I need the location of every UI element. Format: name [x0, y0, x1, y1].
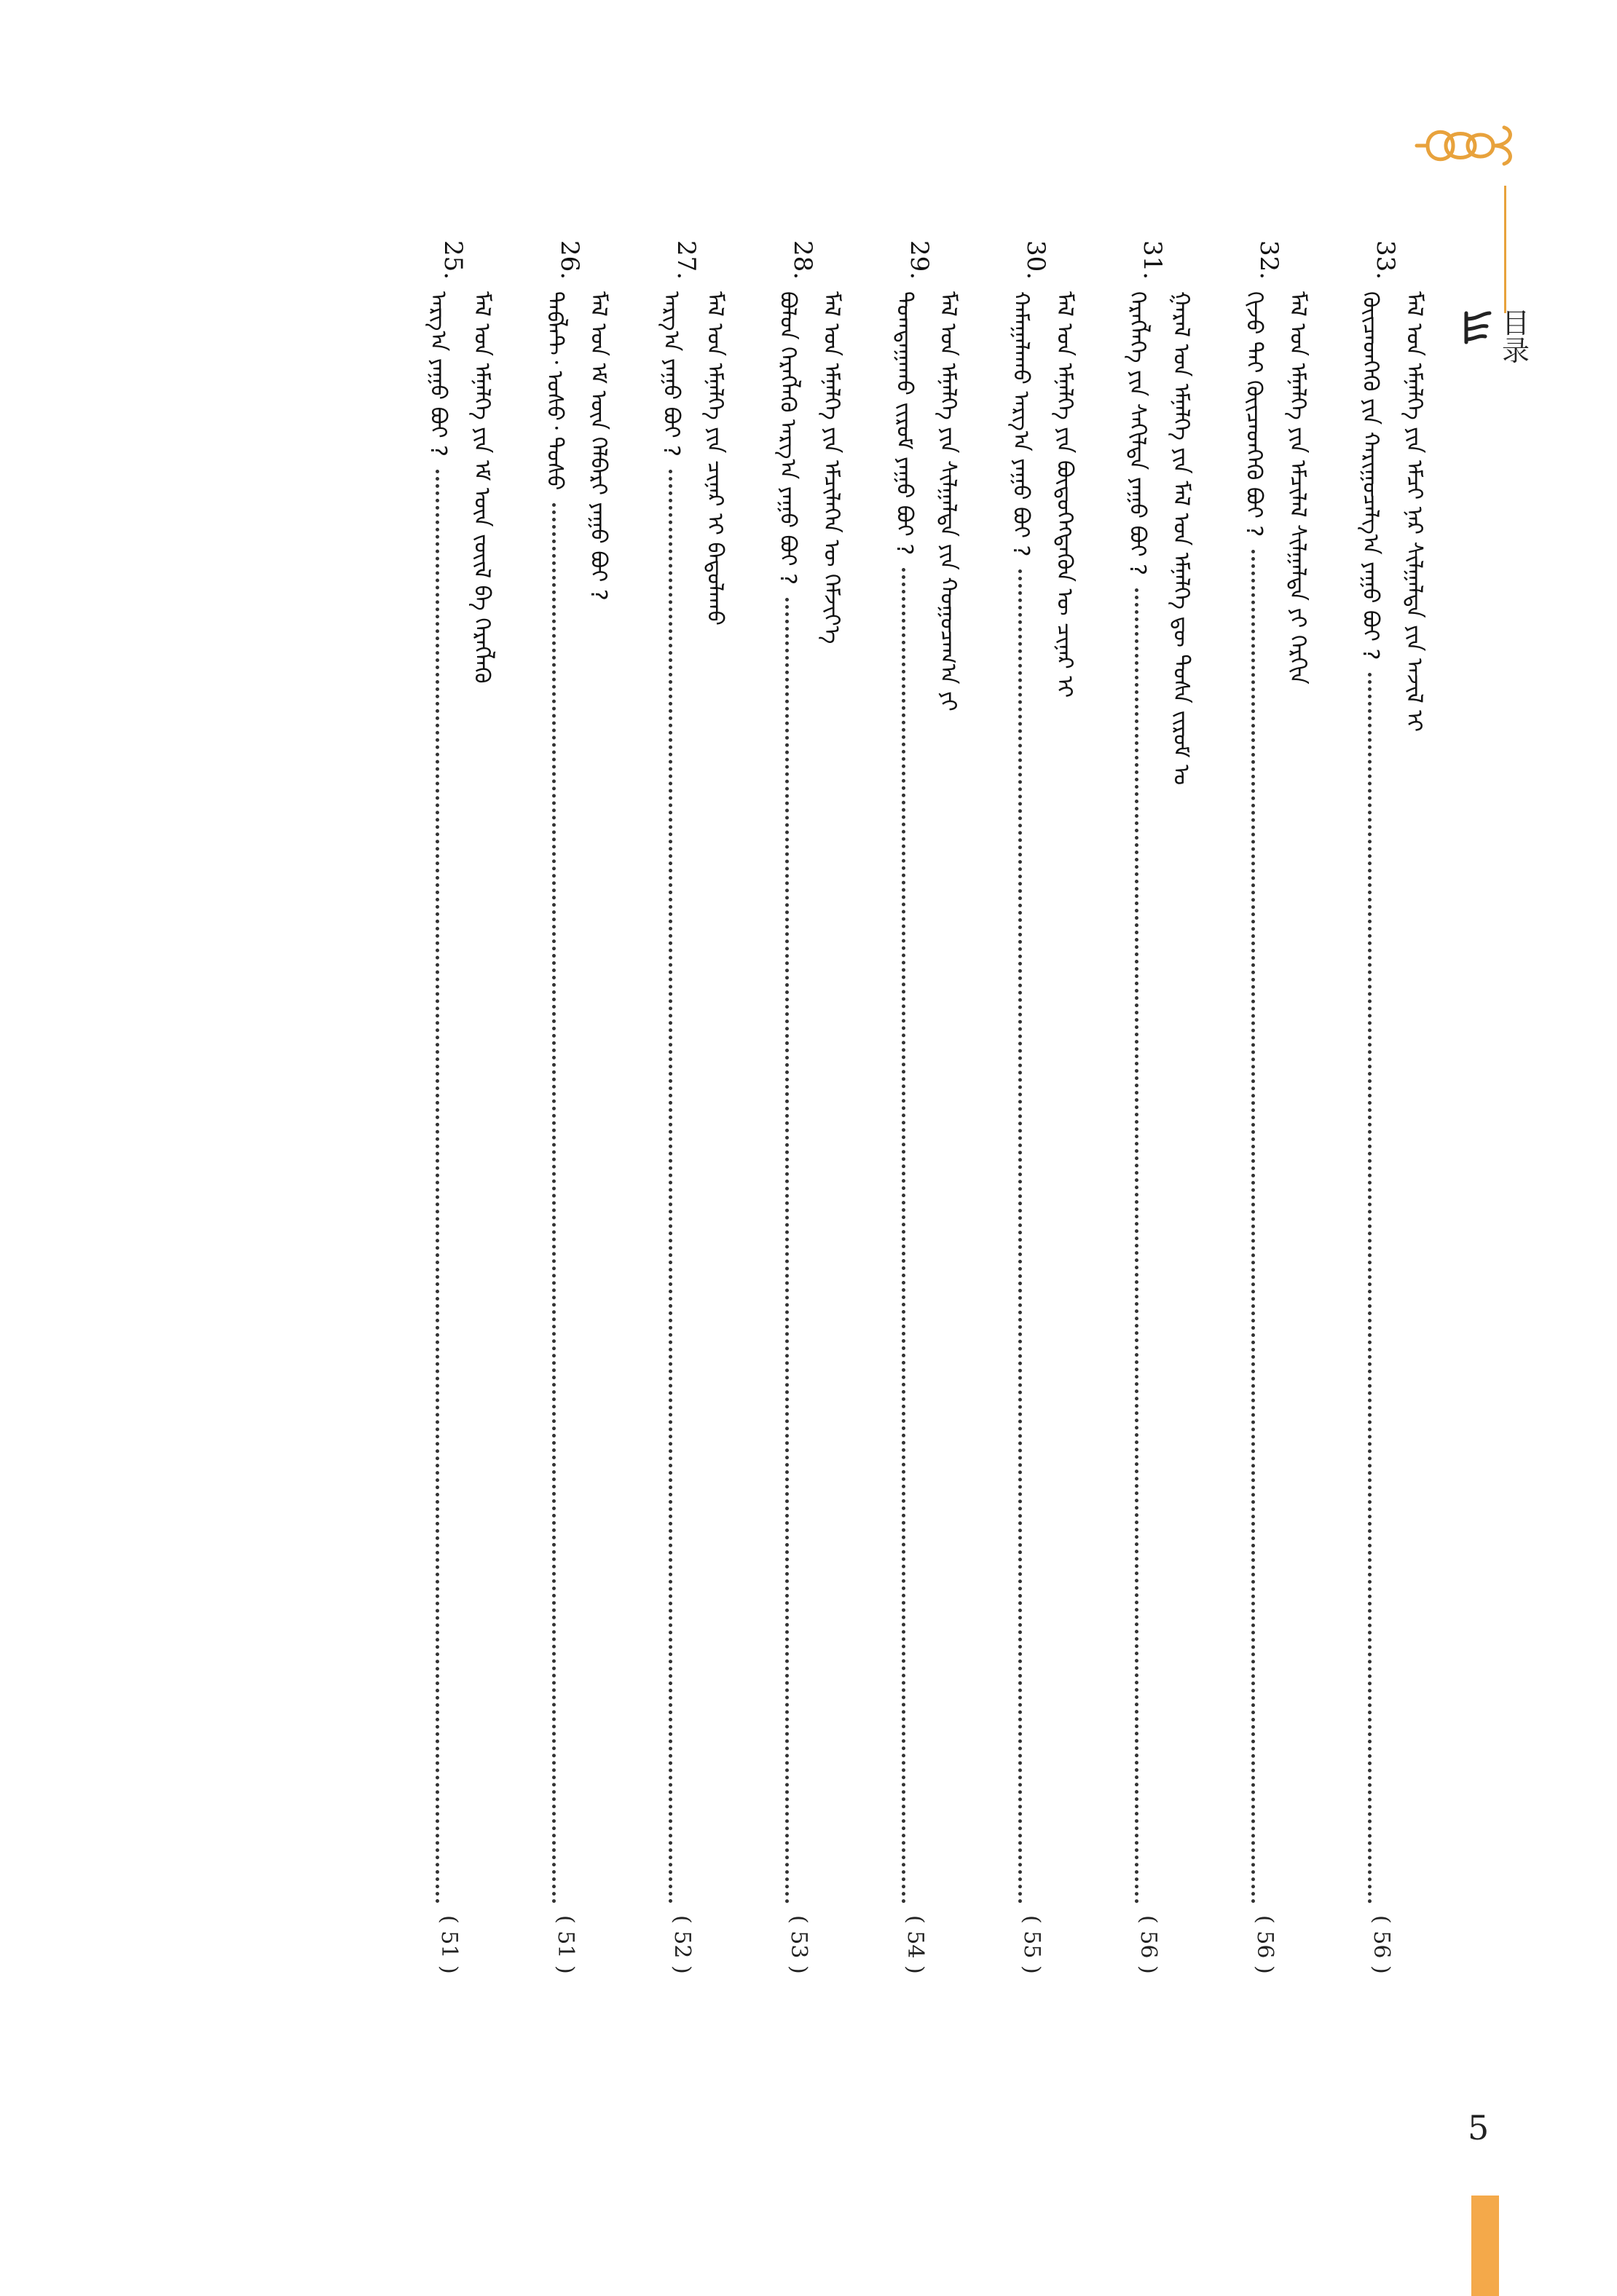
dot-leader [669, 470, 672, 1904]
entry-title-text: ᠮᠠᠯ ᠤᠨ ᠡᠮᠨᠡᠯᠭᠡ ᠶᠢᠨ ᠰᠢᠯᠭᠠᠯᠲᠠ ᠶᠢᠨ ᠬᠤᠭᠤᠴᠠᠭ᠎ᠠ ᠶᠢ [935, 291, 961, 711]
entry-page-number: ( 56 ) [1252, 1915, 1278, 1974]
entry-title-text: ᠮᠠᠯ ᠤᠨ ᠡᠮ ᠦᠨ ᠬᠡᠯᠪᠡᠷᠢ ᠶᠠᠭᠤ ᠪᠤᠢ ? [586, 291, 611, 601]
entry-title-line [1241, 291, 1266, 537]
entry-title-text: ᠮᠠᠯ ᠤᠨ ᠡᠮᠨᠡᠯᠭᠡ ᠶᠢᠨ ᠴᠢᠨᠠᠷ ᠢ ᠪᠠᠲᠤᠯᠠᠬᠤ [702, 291, 728, 626]
entry-title-text: ᠭᠠᠷᠠᠯ ᠤᠨ ᠡᠮᠨᠡᠯᠭᠡ ᠶᠢᠨ ᠮᠠᠯ ᠤᠨ ᠡᠮᠨᠡᠯᠭᠡ ᠳᠦ ᠲᠤᠰᠠ ᠵᠢᠷᠤᠮ ᠤ [1168, 291, 1194, 786]
toc-entry[interactable] [425, 240, 510, 2061]
header-rule [1504, 186, 1506, 313]
entry-title-text: ᠪᠣᠯᠤᠨ ᠬᠡᠷᠡᠭᠯᠡᠬᠦ ᠠᠷᠭ᠎ᠠ ᠶᠠᠭᠤ ᠪᠤᠢ ? [775, 291, 800, 585]
entry-title-line [1358, 291, 1382, 660]
entry-title-text: ᠭᠦᠢᠴᠡᠳᠬᠡᠬᠦ ᠶᠢᠨ ᠬᠠᠷᠢᠭᠤᠴᠠᠯᠭ᠎ᠠ ᠶᠠᠭᠤ ᠪᠤᠢ ? [1358, 291, 1383, 660]
entry-page-number: ( 54 ) [902, 1915, 928, 1974]
entry-title-line [1168, 291, 1193, 785]
entry-title-text: ᠮᠠᠯ ᠤᠨ ᠡᠮᠨᠡᠯᠭᠡ ᠶᠢᠨ ᠡᠮᠴᠢ ᠨᠠᠷ ᠰᠢᠯᠭᠠᠯᠲᠠ ᠶᠢᠨ ᠠᠵᠢᠯ ᠢ [1401, 291, 1427, 733]
entry-title-text: ᠬᠠᠮᠠᠭᠠᠯᠠᠬᠤ ᠠᠷᠭ᠎ᠠ ᠶᠠᠭᠤ ᠪᠤᠢ ? [1008, 291, 1034, 557]
dot-leader [1251, 550, 1255, 1904]
entry-title-text: ᠮᠠᠯ ᠤᠨ ᠡᠮᠨᠡᠯᠭᠡ ᠶᠢᠨ ᠡᠮ ᠦᠨ ᠵᠦᠢᠯ ᠪᠠ ᠬᠡᠷᠡᠭᠯᠡᠬᠦ [469, 291, 495, 684]
toc-entry[interactable] [892, 240, 976, 2061]
entry-page-number: ( 56 ) [1369, 1915, 1394, 1974]
entry-title-line [935, 291, 960, 711]
dot-leader [552, 503, 556, 1904]
entry-number: 27. [672, 240, 701, 280]
dot-leader [1368, 673, 1372, 1904]
dot-leader [436, 470, 439, 1904]
entry-number: 29. [905, 240, 934, 280]
entry-page-number: ( 52 ) [669, 1915, 695, 1974]
entry-number: 26. [555, 240, 584, 280]
entry-title-text: ᠲᠠᠪᠯᠡᠲ᠂ ᠤᠰᠤ᠂ ᠲᠣᠰᠤ [542, 291, 567, 491]
toc-entry[interactable] [1008, 240, 1093, 2061]
entry-title-line [1401, 291, 1426, 732]
toc-label: 目录 [1502, 307, 1530, 367]
knot-ornament-icon [1413, 109, 1559, 182]
mongolian-heading-mark-icon [1460, 306, 1497, 350]
toc-entry[interactable] [1358, 240, 1442, 2061]
toc-entry[interactable] [1241, 240, 1326, 2061]
entry-number: 33. [1371, 240, 1400, 280]
entry-title-line [1125, 291, 1149, 575]
entry-title-line [469, 291, 494, 684]
entry-title-text: ᠠᠷᠭ᠎ᠠ ᠶᠠᠭᠤ ᠪᠤᠢ ? [658, 291, 684, 457]
dot-leader [1018, 569, 1022, 1904]
entry-title-line [702, 291, 727, 626]
dot-leader [785, 598, 789, 1904]
entry-number: 30. [1021, 240, 1050, 280]
entry-title-line [1285, 291, 1310, 685]
entry-number: 28. [788, 240, 817, 280]
entry-title-line [658, 291, 683, 457]
toc-entry[interactable] [775, 240, 859, 2061]
page-tab [1471, 2196, 1499, 2296]
entry-title-text: ᠬᠢᠵᠦ ᠲᠡᠢ ᠭᠦᠢᠴᠡᠳᠬᠡᠬᠦ ᠪᠤᠢ ? [1241, 291, 1267, 537]
entry-page-number: ( 53 ) [786, 1915, 811, 1974]
entry-page-number: ( 51 ) [553, 1915, 578, 1974]
dot-leader [1135, 588, 1138, 1904]
toc-entry[interactable] [542, 240, 626, 2061]
entry-page-number: ( 56 ) [1136, 1915, 1161, 1974]
entry-title-text: ᠮᠠᠯ ᠤᠨ ᠡᠮᠨᠡᠯᠭᠡ ᠶᠢᠨ ᠡᠮᠴᠢᠯᠡᠯ ᠰᠢᠯᠭᠠᠯᠲᠠ ᠶᠢ ᠬᠡᠷᠬᠢᠨ [1285, 291, 1310, 685]
entry-title-text: ᠮᠠᠯ ᠤᠨ ᠡᠮᠨᠡᠯᠭᠡ ᠶᠢᠨ ᠡᠮᠴᠢᠯᠡᠭᠡᠨ ᠦ ᠬᠡᠮᠵᠢᠶ᠎ᠡ [819, 291, 844, 644]
page-number: 5 [1468, 2108, 1490, 2147]
entry-title-text: ᠠᠷᠭ᠎ᠠ ᠶᠠᠭᠤ ᠪᠤᠢ ? [425, 291, 451, 457]
entry-title-line [1008, 291, 1033, 556]
entry-title-line [1052, 291, 1077, 698]
entry-title-text: ᠲᠣᠭᠲᠠᠭᠠᠬᠤ ᠵᠢᠷᠤᠮ ᠶᠠᠭᠤ ᠪᠤᠢ ? [892, 291, 917, 556]
entry-title-line [819, 291, 843, 644]
toc-entry[interactable] [1125, 240, 1209, 2061]
toc-entry[interactable] [658, 240, 743, 2061]
entry-number: 31. [1138, 240, 1167, 280]
entry-title-line [425, 291, 450, 457]
entry-title-text: ᠮᠠᠯ ᠤᠨ ᠡᠮᠨᠡᠯᠭᠡ ᠶᠢᠨ ᠪᠦᠲᠦᠭᠡᠭᠳᠡᠬᠦᠨ ᠦ ᠴᠢᠨᠠᠷ ᠢ [1052, 291, 1077, 698]
dot-leader [902, 568, 905, 1904]
entry-number: 25. [438, 240, 468, 280]
entry-title-line [586, 291, 610, 601]
entry-title-line [542, 291, 567, 490]
entry-page-number: ( 51 ) [436, 1915, 462, 1974]
entry-title-text: ᠬᠡᠷᠡᠭᠯᠡᠭᠡ ᠶᠢᠨ ᠰᠠᠬᠢᠯᠲᠠ ᠶᠠᠭᠤ ᠪᠤᠢ ? [1125, 291, 1150, 576]
entry-page-number: ( 55 ) [1019, 1915, 1044, 1974]
entry-number: 32. [1254, 240, 1283, 280]
entry-title-line [892, 291, 916, 555]
entry-title-line [775, 291, 800, 585]
